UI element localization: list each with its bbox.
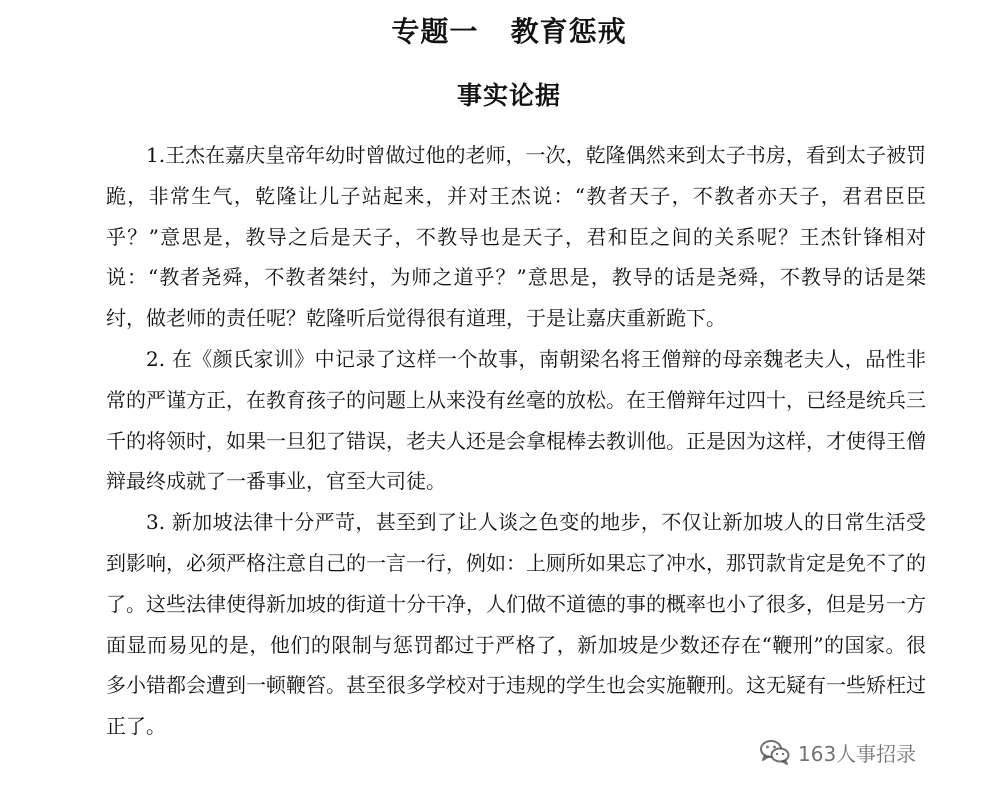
paragraph-3: 3. 新加坡法律十分严苛，甚至到了让人谈之色变的地步，不仅让新加坡人的日常生活受到影响，必须严格注意自己的一言一行，例如：上厕所如果忘了冲水，那罚款肯定是免不了的了。这些法律使得新加坡的街道十分干净，人们做不道德的事的概率也小了很多，但是另一方面显而易见的是，他们的限制与惩罚都过于严格了，新加坡是少数还存在“鞭刑”的国家。很多小错都会遭到一顿鞭笞。甚至很多学校对于违规的学生也会实施鞭刑。这无疑有一些矫枉过正了。	[106, 510, 926, 739]
watermark	[760, 732, 916, 772]
watermark-text: 163人事招录	[798, 741, 917, 766]
page-title: 专题一 教育惩戒	[391, 15, 627, 48]
paragraph-2: 2. 在《颜氏家训》中记录了这样一个故事，南朝梁名将王僧辩的母亲魏老夫人，品性非常的严谨方正，在教育孩子的问题上从来没有丝毫的放松。在王僧辩年过四十，已经是统兵三千的将领时，如果一旦犯了错误，老夫人还是会拿棍棒去教训他。正是因为这样，才使得王僧辩最终成就了一番事业，官至大司徒。	[106, 346, 926, 494]
document-body	[106, 135, 926, 747]
section-subtitle: 事实论据	[456, 81, 561, 110]
wechat-icon	[760, 739, 790, 765]
paragraph-1: 1.王杰在嘉庆皇帝年幼时曾做过他的老师，一次，乾隆偶然来到太子书房，看到太子被罚跪，非常生气，乾隆让儿子站起来，并对王杰说：“教者天子，不教者亦天子，君君臣臣乎？”意思是，教导之后是天子，不教导也是天子，君和臣之间的关系呢？王杰针锋相对说：“教者尧舜，不教者桀纣，为师之道乎？”意思是，教导的话是尧舜，不教导的话是桀纣，做老师的责任呢？乾隆听后觉得很有道理，于是让嘉庆重新跪下。	[106, 143, 926, 331]
